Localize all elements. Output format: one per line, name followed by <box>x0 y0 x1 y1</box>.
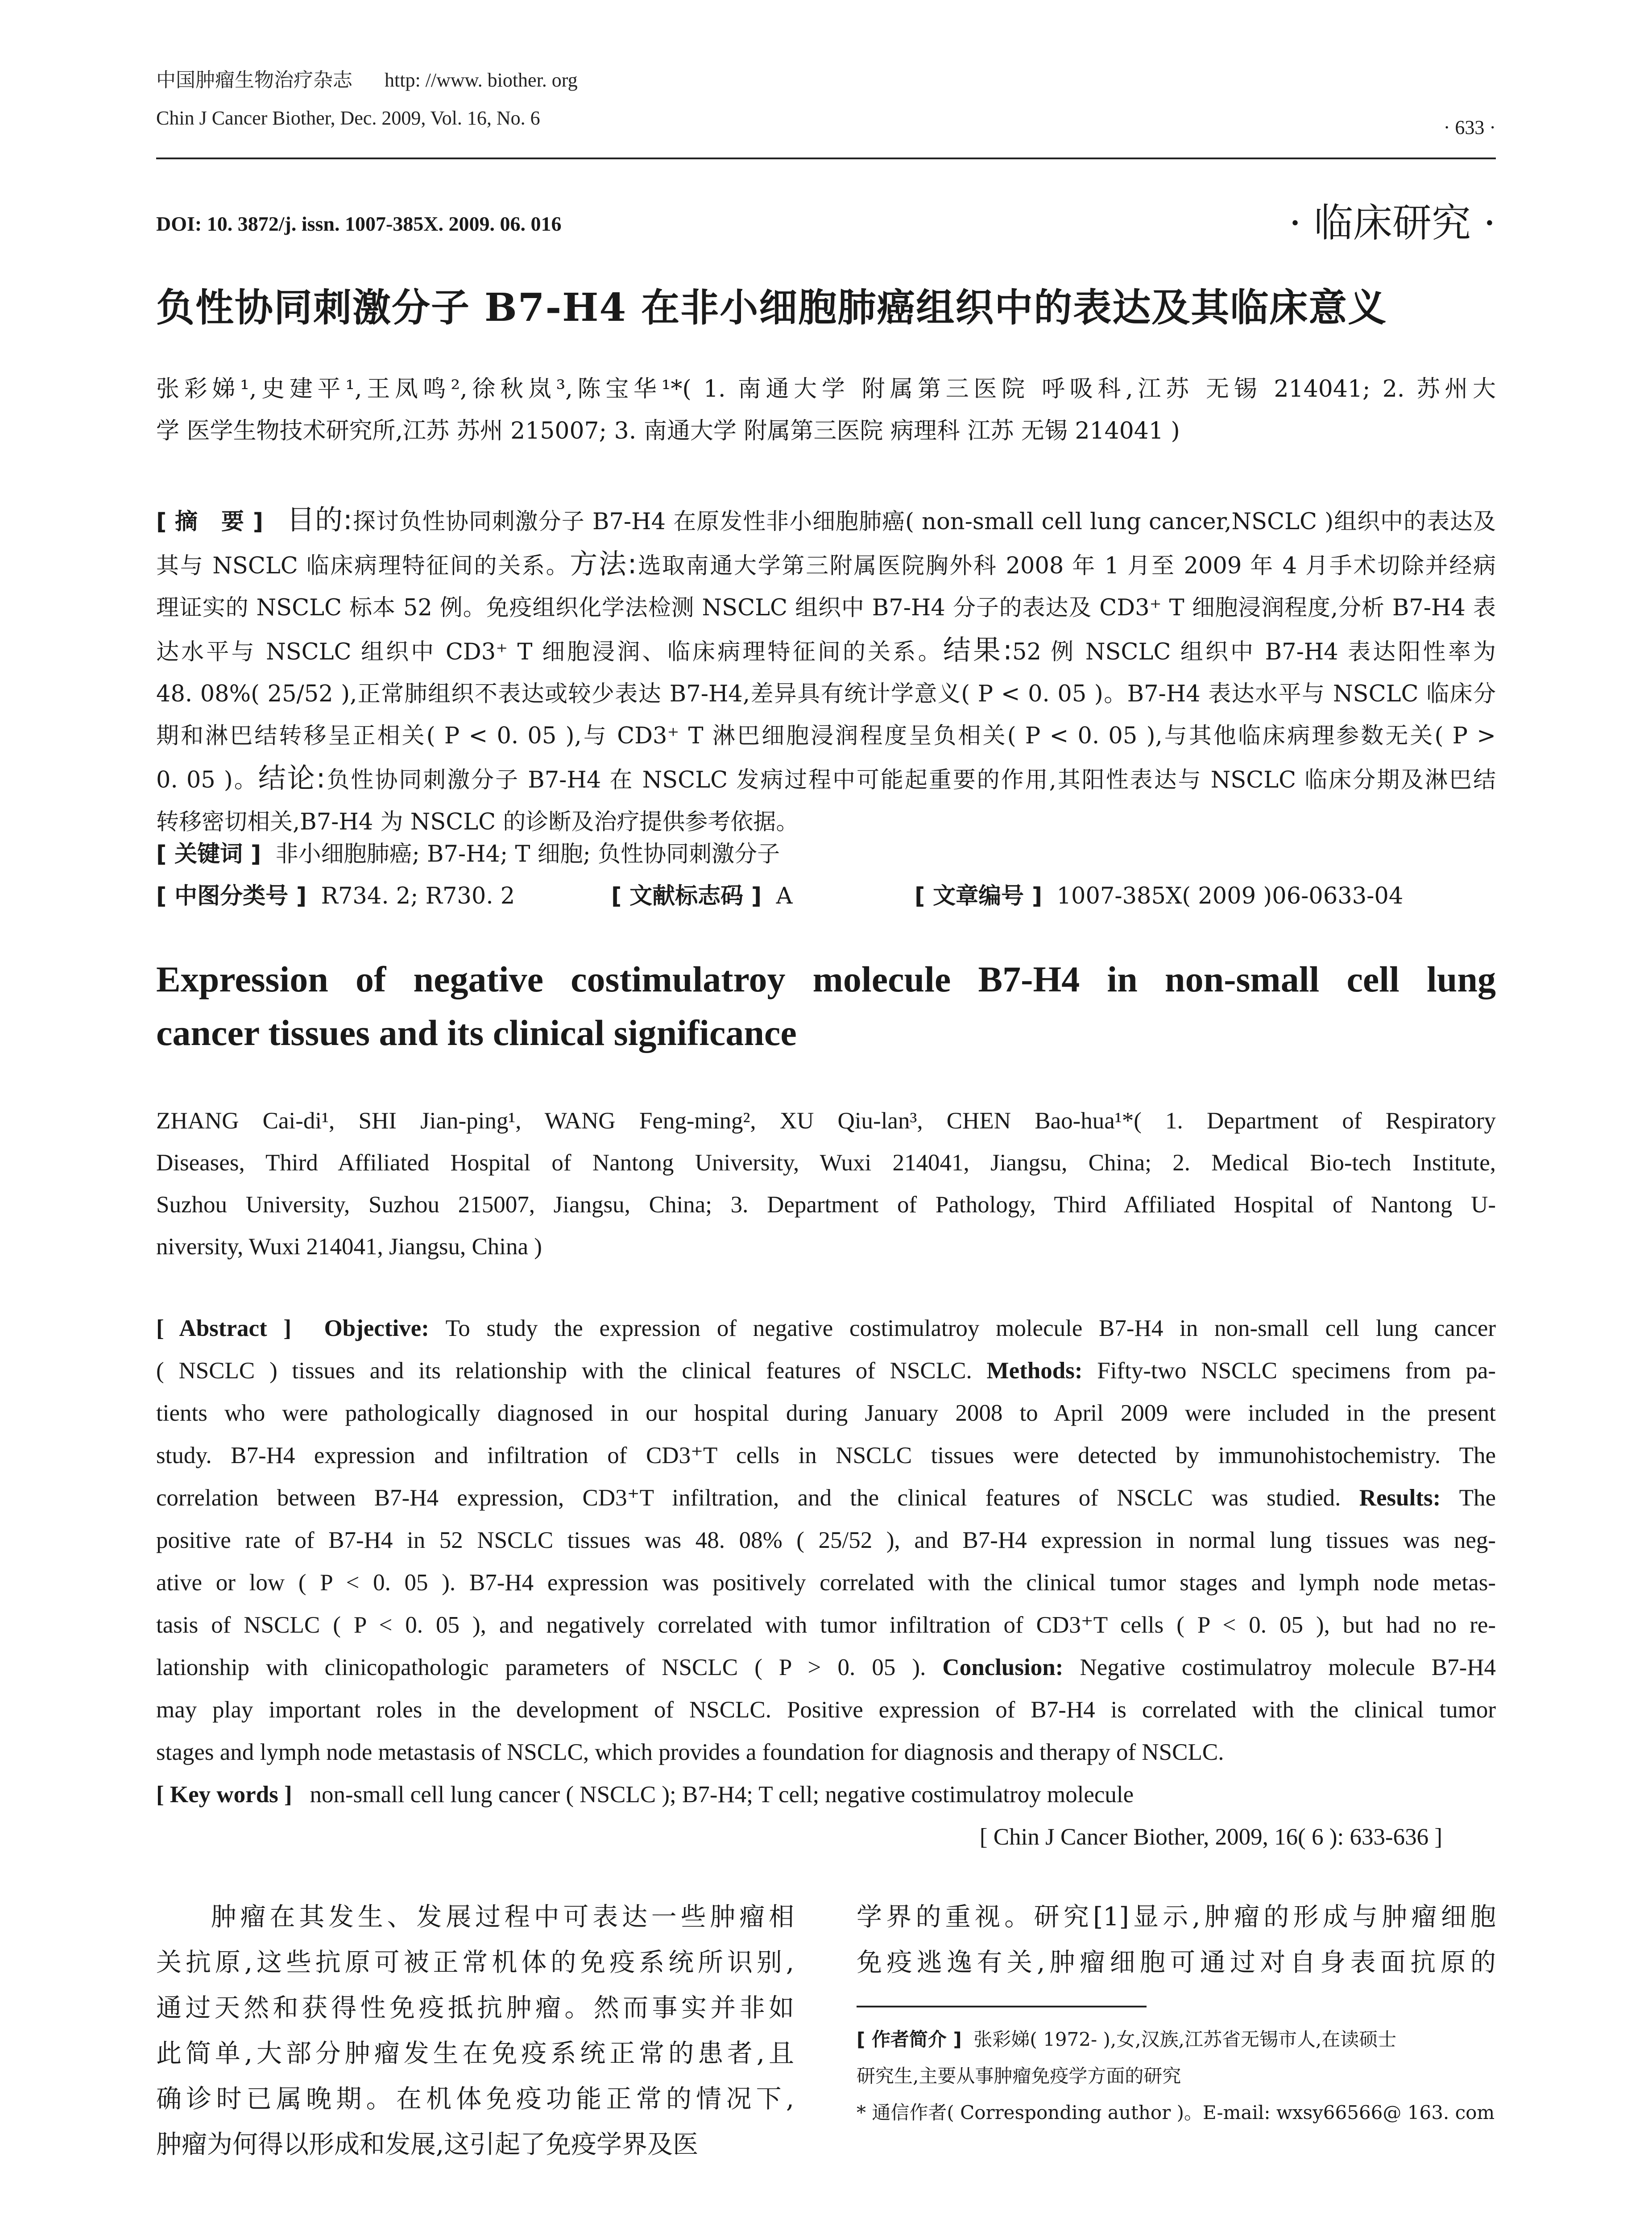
title-en-line: cancer tissues and its clinical significance <box>156 1012 797 1053</box>
abstract-cn-text: 负性协同刺激分子 B7-H4 在 NSCLC 发病过程中可能起重要的作用,其阳性表达与 NSCLC 临床分期及淋巴结 <box>325 767 1496 793</box>
body-paragraph <box>156 1894 794 1940</box>
journal-name-cn: 中国肿瘤生物治疗杂志 <box>156 69 352 91</box>
doc-code-value: A <box>776 883 793 909</box>
methods-label-cn: 方法: <box>570 547 637 580</box>
clc-value: R734. 2; R730. 2 <box>321 883 515 909</box>
keywords-en <box>156 1774 1134 1816</box>
page-number: · 633 · <box>1443 116 1496 138</box>
methods-label-en: Methods: <box>986 1358 1083 1384</box>
abstract-en-text: tients who were pathologically diagnosed in our hospital during January 2008 to April 2009 were included in the present <box>156 1400 1496 1426</box>
body-text: 肿瘤为何得以形成和发展,这引起了免疫学界及医 <box>156 2130 699 2159</box>
abstract-en-text: positive rate of B7-H4 in 52 NSCLC tissues was 48. 08% ( 25/52 ), and B7-H4 expression in normal lung tissues was neg- <box>156 1527 1496 1553</box>
objective-label-cn: 目的: <box>287 503 352 536</box>
authors-cn-line: 张彩娣¹,史建平¹,王凤鸣²,徐秋岚³,陈宝华¹*( 1. 南通大学 附属第三医院 呼吸科,江苏 无锡 214041; 2. 苏州大 <box>156 376 1496 402</box>
keywords-en-label: [ Key words ] <box>156 1782 292 1808</box>
abstract-cn-text: 期和淋巴结转移呈正相关( P < 0. 05 ),与 CD3⁺ T 淋巴细胞浸润程度呈负相关( P < 0. 05 ),与其他临床病理参数无关( P > <box>156 723 1496 749</box>
abstract-en-text: To study the expression of negative costimulatroy molecule B7-H4 in non-small cell lung cancer <box>445 1315 1496 1341</box>
keywords-cn <box>156 834 780 875</box>
abstract-en-text: Fifty-two NSCLC specimens from pa- <box>1097 1358 1496 1384</box>
keywords-cn-text: 非小细胞肺癌; B7-H4; T 细胞; 负性协同刺激分子 <box>275 841 780 867</box>
abstract-cn-text: 选取南通大学第三附属医院胸外科 2008 年 1 月至 2009 年 4 月手术切除并经病 <box>637 553 1496 579</box>
footnote-text: 研究生,主要从事肿瘤免疫学方面的研究 <box>857 2065 1181 2087</box>
results-label-en: Results: <box>1359 1485 1441 1511</box>
conclusion-label-en: Conclusion: <box>942 1655 1064 1680</box>
abstract-en-text: tasis of NSCLC ( P < 0. 05 ), and negatively correlated with tumor infiltration of CD3⁺T cells ( P < 0. 05 ), but had no re- <box>156 1612 1496 1638</box>
journal-header <box>156 67 578 94</box>
abstract-en-text: ative or low ( P < 0. 05 ). B7-H4 expression was positively correlated with the clinical tumor stages and lymph node metas- <box>156 1570 1496 1596</box>
abstract-en-text: correlation between B7-H4 expression, CD3⁺T infiltration, and the clinical features of NSCLC was studied. <box>156 1485 1341 1511</box>
abstract-cn-text: 转移密切相关,B7-H4 为 NSCLC 的诊断及治疗提供参考依据。 <box>156 809 799 835</box>
conclusion-label-cn: 结论: <box>258 762 326 794</box>
footnote-text: 张彩娣( 1972- ),女,汉族,江苏省无锡市人,在读硕士 <box>973 2028 1397 2050</box>
authors-en-line: Suzhou University, Suzhou 215007, Jiangsu, China; 3. Department of Pathology, Third Affiliated Hospital of Nantong U- <box>156 1192 1496 1218</box>
article-number-label: [ 文章编号 ] <box>915 883 1043 909</box>
abstract-en <box>156 1307 1496 1774</box>
abstract-en-text: study. B7-H4 expression and infiltration of CD3⁺T cells in NSCLC tissues were detected by immunohistochemistry. The <box>156 1443 1496 1468</box>
citation: [ Chin J Cancer Biother, 2009, 16( 6 ): 633-636 ] <box>979 1824 1442 1850</box>
journal-url[interactable]: http: //www. biother. org <box>385 69 578 91</box>
abstract-en-text: stages and lymph node metastasis of NSCLC, which provides a foundation for diagnosis and therapy of NSCLC. <box>156 1739 1224 1765</box>
body-text: 此简单,大部分肿瘤发生在免疫系统正常的患者,且 <box>156 2039 794 2068</box>
authors-cn-line: 学 医学生物技术研究所,江苏 苏州 215007; 3. 南通大学 附属第三医院 病理科 江苏 无锡 214041 ) <box>156 418 1180 444</box>
abstract-cn-text: 达水平与 NSCLC 组织中 CD3⁺ T 细胞浸润、临床病理特征间的关系。 <box>156 639 943 665</box>
footnote-author-label: [ 作者简介 ] <box>857 2028 962 2050</box>
title-cn: 负性协同刺激分子 B7-H4 在非小细胞肺癌组织中的表达及其临床意义 <box>156 285 1387 330</box>
abstract-cn-text: 52 例 NSCLC 组织中 B7-H4 表达阳性率为 <box>1012 639 1496 665</box>
doi: DOI: 10. 3872/j. issn. 1007-385X. 2009. 06. 016 <box>156 212 562 235</box>
abstract-cn-text: 48. 08%( 25/52 ),正常肺组织不表达或较少表达 B7-H4,差异具有统计学意义( P < 0. 05 )。B7-H4 表达水平与 NSCLC 临床分 <box>156 681 1496 707</box>
abstract-en-text: ( NSCLC ) tissues and its relationship with the clinical features of NSCLC. <box>156 1358 972 1384</box>
footnote <box>857 2021 1496 2131</box>
title-en <box>156 953 1496 1060</box>
abstract-cn-text: 0. 05 )。 <box>156 767 258 793</box>
abstract-cn <box>156 499 1496 843</box>
results-label-cn: 结果: <box>943 634 1013 666</box>
authors-en-line: Diseases, Third Affiliated Hospital of Nantong University, Wuxi 214041, Jiangsu, China; 2. Medical Bio-tech Institute, <box>156 1150 1496 1176</box>
abstract-cn-text: 探讨负性协同刺激分子 B7-H4 在原发性非小细胞肺癌( non-small cell lung cancer,NSCLC )组织中的表达及 <box>352 509 1496 535</box>
journal-name-en: Chin J Cancer Biother, Dec. 2009, Vol. 16, No. 6 <box>156 107 540 129</box>
article-number-value: 1007-385X( 2009 )06-0633-04 <box>1056 883 1404 909</box>
body-column-right <box>857 1894 1496 1985</box>
authors-en-line: ZHANG Cai-di¹, SHI Jian-ping¹, WANG Feng-ming², XU Qiu-lan³, CHEN Bao-hua¹*( 1. Department of Respiratory <box>156 1108 1496 1134</box>
authors-en <box>156 1100 1496 1268</box>
abstract-en-label: [ Abstract ] <box>156 1315 292 1341</box>
authors-en-line: niversity, Wuxi 214041, Jiangsu, China ) <box>156 1234 542 1260</box>
body-text: 确诊时已属晚期。在机体免疫功能正常的情况下, <box>156 2084 794 2114</box>
authors-cn <box>156 368 1496 452</box>
abstract-en-text: may play important roles in the development of NSCLC. Positive expression of B7-H4 is correlated with the clinical tumor <box>156 1697 1496 1723</box>
body-text: 通过天然和获得性免疫抵抗肿瘤。然而事实并非如 <box>156 1993 794 2023</box>
body-column-left <box>156 1894 794 2167</box>
abstract-en-text: Negative costimulatroy molecule B7-H4 <box>1080 1655 1496 1680</box>
body-text: 学界的重视。研究[1]显示,肿瘤的形成与肿瘤细胞 <box>857 1902 1496 1932</box>
keywords-en-text: non-small cell lung cancer ( NSCLC ); B7-H4; T cell; negative costimulatroy molecule <box>310 1782 1134 1808</box>
keywords-cn-label: [ 关键词 ] <box>156 841 261 867</box>
corresponding-author: * 通信作者( Corresponding author )。E-mail: wxsy66566@ 163. com <box>857 2102 1495 2123</box>
footnote-divider <box>857 2006 1147 2007</box>
abstract-en-text: The <box>1459 1485 1496 1511</box>
section-label: · 临床研究 · <box>1289 200 1496 246</box>
clc-label: [ 中图分类号 ] <box>156 883 307 909</box>
objective-label-en: Objective: <box>324 1315 429 1341</box>
abstract-cn-text: 其与 NSCLC 临床病理特征间的关系。 <box>156 553 570 579</box>
abstract-cn-text: 理证实的 NSCLC 标本 52 例。免疫组织化学法检测 NSCLC 组织中 B7-H4 分子的表达及 CD3⁺ T 细胞浸润程度,分析 B7-H4 表 <box>156 595 1496 621</box>
title-en-line: Expression of negative costimulatroy molecule B7-H4 in non-small cell lung <box>156 959 1496 999</box>
body-text: 关抗原,这些抗原可被正常机体的免疫系统所识别, <box>156 1948 794 1977</box>
body-text: 免疫逃逸有关,肿瘤细胞可通过对自身表面抗原的 <box>857 1948 1496 1977</box>
doc-code-label: [ 文献标志码 ] <box>611 883 762 909</box>
body-text: 肿瘤在其发生、发展过程中可表达一些肿瘤相 <box>207 1902 794 1932</box>
header-divider <box>156 158 1496 159</box>
abstract-cn-label: [ 摘 要 ] <box>156 509 264 535</box>
abstract-en-text: lationship with clinicopathologic parameters of NSCLC ( P > 0. 05 ). <box>156 1655 926 1680</box>
